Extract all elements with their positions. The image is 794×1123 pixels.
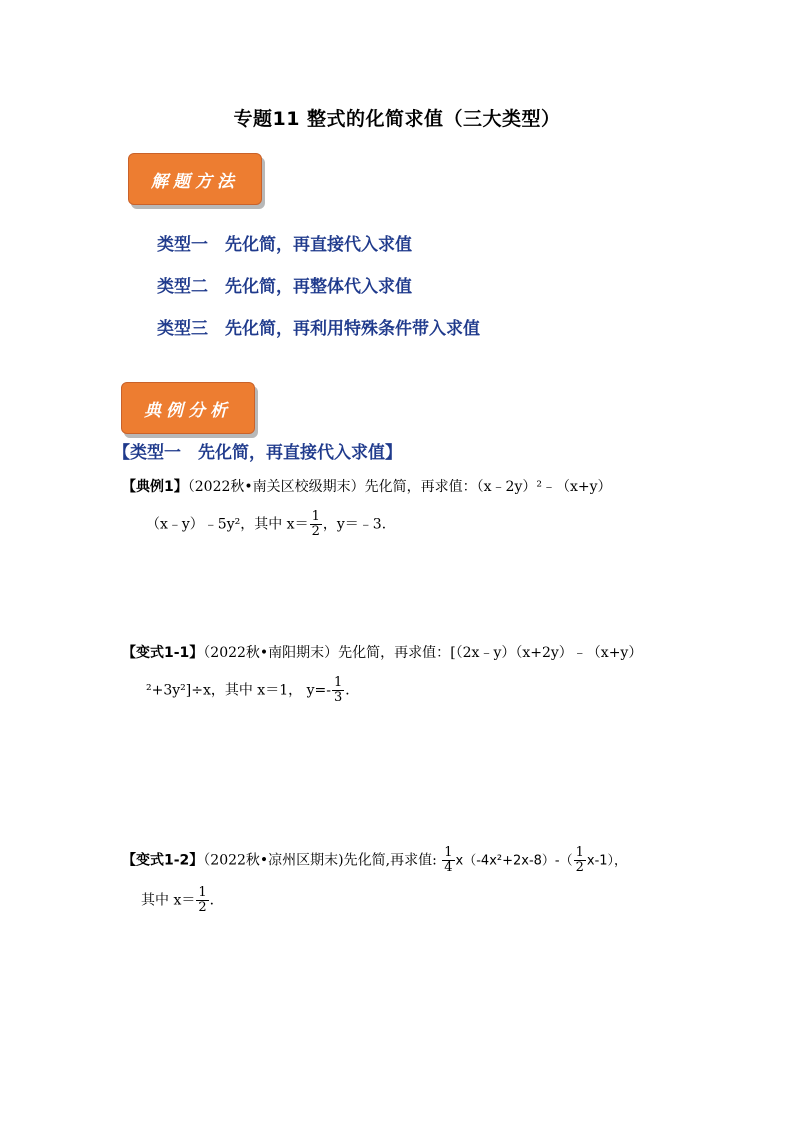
type-item-3 xyxy=(157,314,480,339)
type-item-2 xyxy=(157,272,412,297)
problem-tag: 【变式1-1】 xyxy=(122,645,204,661)
type-label: 类型一 xyxy=(157,235,208,255)
fraction: $\frac{1}{3}$ xyxy=(333,675,343,705)
variant-1-2: 【变式1-2】（2022秋•凉州区期末)先化简,再求值: $\frac{1}{4}$ x（-4x²+2x-8）-（ $\frac{1}{2}$ x-1）， xyxy=(122,845,628,875)
example-1-line2: （x﹣y）﹣5y²，其中 x＝ $\frac{1}{2}$ ，y＝﹣3． xyxy=(146,509,396,539)
variant-1-2-line2: 其中 x＝ $\frac{1}{2}$ ． xyxy=(141,885,224,915)
section-heading-type1: 【类型一 先化简，再直接代入求值】 xyxy=(113,443,402,463)
type-text: 先化简，再直接代入求值 xyxy=(225,235,412,255)
problem-source: （2022秋•南关区校级期末）先化简，再求值： xyxy=(187,479,477,495)
problem-source: （2022秋•凉州区期末)先化简,再求值: xyxy=(203,852,437,869)
variant-1-1 xyxy=(122,643,702,663)
method-badge: 解题方法 xyxy=(128,153,262,205)
type-item-1 xyxy=(157,230,412,255)
expression: [（2x﹣y）（x+2y）﹣（x+y） xyxy=(450,645,643,661)
expression: （x﹣2y）²﹣（x+y） xyxy=(476,479,612,495)
problem-tag: 【变式1-2】 xyxy=(122,852,204,869)
type-text: 先化简，再整体代入求值 xyxy=(225,277,412,297)
fraction: $\frac{1}{4}$ xyxy=(444,845,453,875)
fraction: $\frac{1}{2}$ xyxy=(575,845,584,875)
fraction: $\frac{1}{2}$ xyxy=(198,885,207,915)
type-text: 先化简，再利用特殊条件带入求值 xyxy=(225,319,480,339)
example-1 xyxy=(122,477,702,497)
fraction: $\frac{1}{2}$ xyxy=(311,509,320,539)
variant-1-1-line2: ²+3y²]÷x，其中 x＝1， y=- $\frac{1}{3}$ ． xyxy=(146,675,360,705)
examples-badge: 典例分析 xyxy=(121,382,255,434)
problem-tag: 【典例1】 xyxy=(122,479,188,495)
expression: x（-4x²+2x-8）-（ xyxy=(455,853,573,869)
page-title: 专题11 整式的化简求值（三大类型） xyxy=(233,108,561,130)
type-label: 类型二 xyxy=(157,277,208,297)
type-label: 类型三 xyxy=(157,319,208,339)
problem-source: （2022秋•南阳期末）先化简，再求值： xyxy=(203,645,451,661)
